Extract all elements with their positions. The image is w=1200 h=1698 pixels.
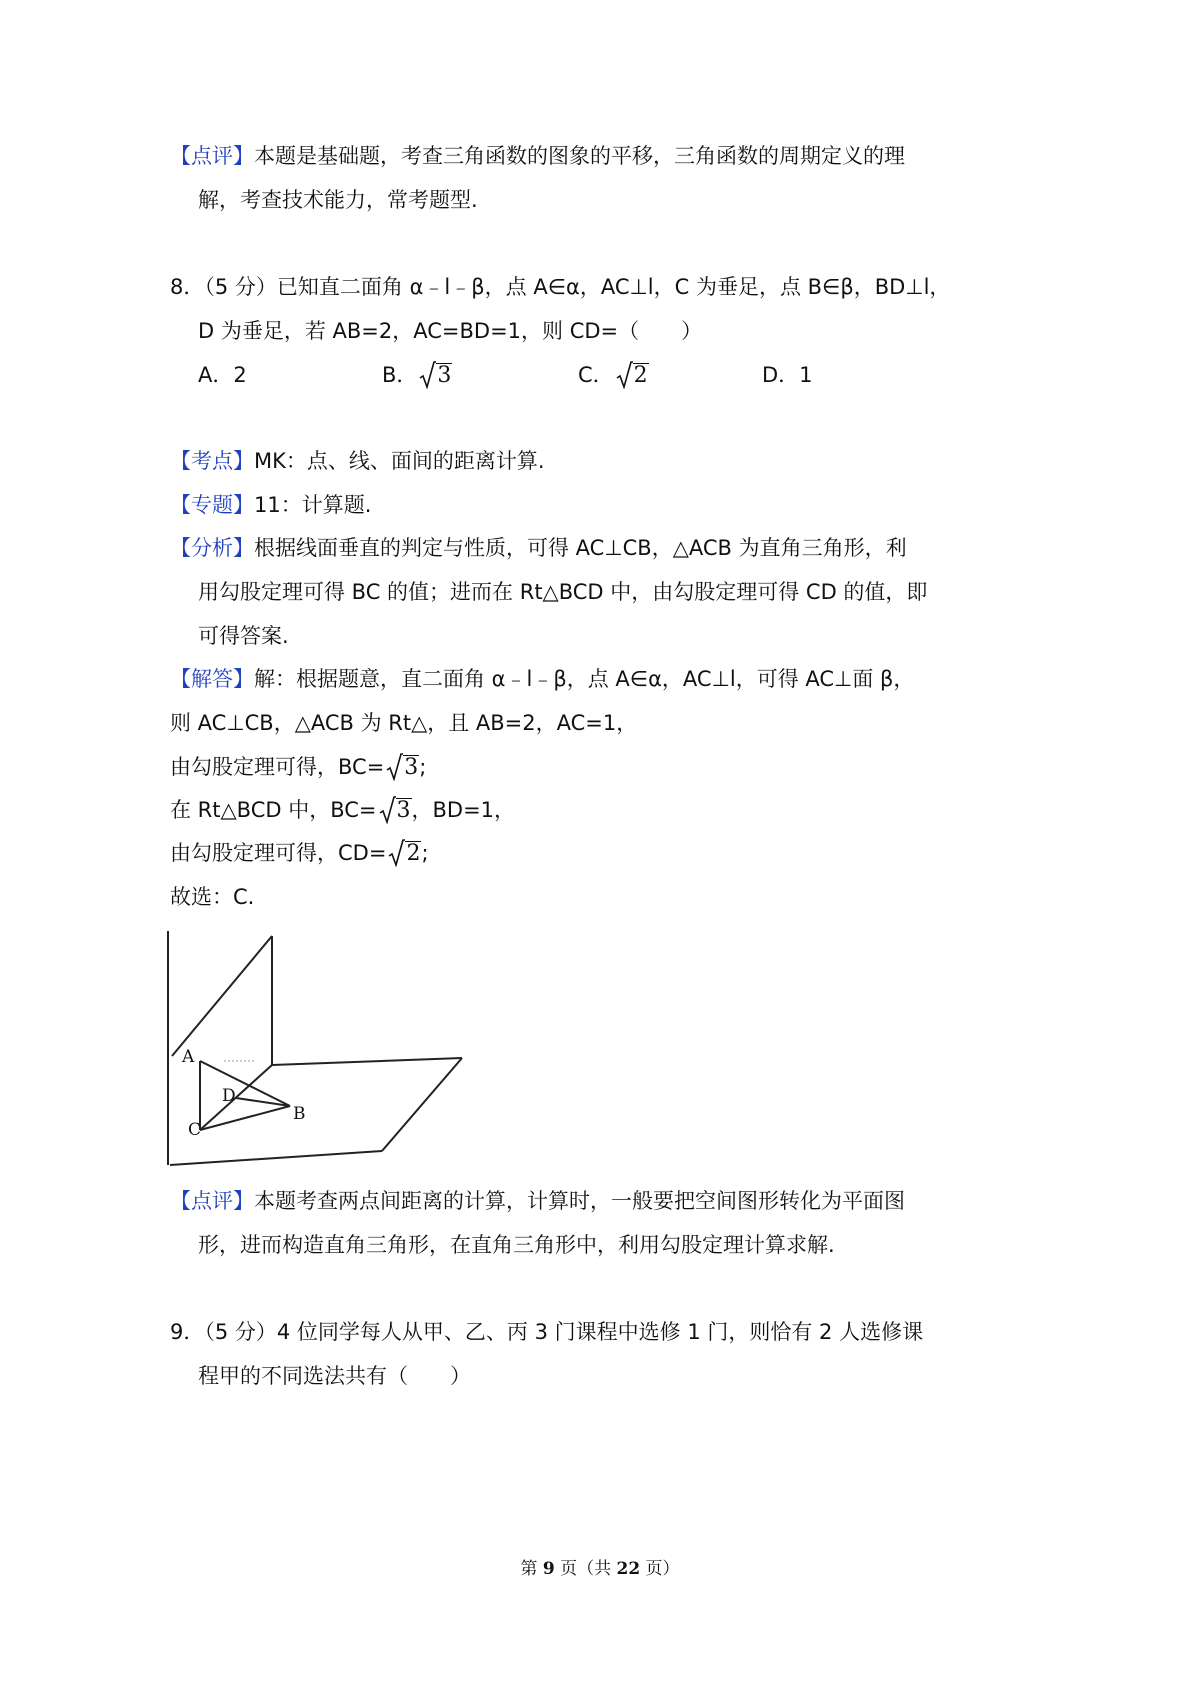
solution-text-line: 在 Rt△BCD 中，BC= 3，BD=1， (170, 795, 515, 826)
total-pages: 22 (616, 1559, 641, 1579)
solution-tag: 【解答】 (170, 667, 254, 691)
figure-edge (272, 1058, 462, 1065)
solution-text-line: 由勾股定理可得，BC= 3; (170, 752, 426, 783)
option-a: A．2 (198, 363, 247, 387)
zhuanti-paragraph (170, 490, 371, 520)
review-tag: 【点评】 (170, 1189, 254, 1213)
zhuanti-text: 11：计算题. (254, 493, 372, 517)
review-tag: 【点评】 (170, 144, 254, 168)
question-9-line: 9．（5 分）4 位同学每人从甲、乙、丙 3 门课程中选修 1 门，则恰有 2 人选修课 (170, 1320, 924, 1344)
sqrt-expression: 3 (419, 360, 452, 391)
label-c: C (188, 1120, 202, 1140)
solution-paragraph (170, 664, 914, 694)
option-d: D．1 (762, 363, 813, 387)
analysis-tag: 【分析】 (170, 536, 254, 560)
sqrt-expression: 2 (388, 838, 421, 869)
figure-edge (382, 1058, 462, 1151)
review-text-line: 本题是基础题，考查三角函数的图象的平移，三角函数的周期定义的理 (254, 144, 905, 168)
dihedral-angle-figure (160, 925, 480, 1175)
kaodian-paragraph (170, 446, 545, 476)
sqrt-expression: 2 (616, 360, 649, 391)
option-c: C． 2 (578, 360, 649, 391)
question-8-line: D 为垂足，若 AB=2，AC=BD=1，则 CD=（ ） (198, 319, 703, 343)
zhuanti-tag: 【专题】 (170, 493, 254, 517)
review-text-line: 形，进而构造直角三角形，在直角三角形中，利用勾股定理计算求解. (198, 1233, 835, 1257)
page-footer: 第 9 页（共 22 页） (520, 1559, 680, 1579)
kaodian-text: MK：点、线、面间的距离计算. (254, 449, 545, 473)
solution-text-line: 则 AC⊥CB，△ACB 为 Rt△，且 AB=2，AC=1， (170, 711, 638, 735)
sqrt-expression: 3 (379, 795, 412, 826)
question-8-line: 8．（5 分）已知直二面角 α﹣l﹣β，点 A∈α，AC⊥l，C 为垂足，点 B∈β，BD⊥l， (170, 275, 951, 299)
label-b: B (293, 1104, 306, 1124)
option-b: B． 3 (382, 360, 452, 391)
label-a: A (182, 1047, 195, 1067)
page-number: 9 (542, 1559, 555, 1579)
solution-text-line: 解：根据题意，直二面角 α﹣l﹣β，点 A∈α，AC⊥l，可得 AC⊥面 β， (254, 667, 915, 691)
kaodian-tag: 【考点】 (170, 449, 254, 473)
review-text-line: 解，考查技术能力，常考题型. (198, 188, 478, 212)
solution-text-line: 由勾股定理可得，CD= 2; (170, 838, 429, 869)
analysis-paragraph (170, 533, 907, 563)
question-9-line: 程甲的不同选法共有（ ） (198, 1364, 471, 1388)
analysis-text-line: 可得答案. (198, 624, 289, 648)
analysis-text-line: 根据线面垂直的判定与性质，可得 AC⊥CB，△ACB 为直角三角形，利 (254, 536, 907, 560)
analysis-text-line: 用勾股定理可得 BC 的值；进而在 Rt△BCD 中，由勾股定理可得 CD 的值，即 (198, 580, 928, 604)
review-paragraph-1 (170, 141, 905, 171)
sqrt-expression: 3 (386, 752, 419, 783)
review-paragraph-2 (170, 1186, 905, 1216)
figure-edge (172, 936, 272, 1056)
label-d: D (222, 1086, 236, 1106)
review-text-line: 本题考查两点间距离的计算，计算时，一般要把空间图形转化为平面图 (254, 1189, 905, 1213)
solution-text-line: 故选：C. (170, 885, 255, 909)
figure-edge (170, 1151, 382, 1165)
